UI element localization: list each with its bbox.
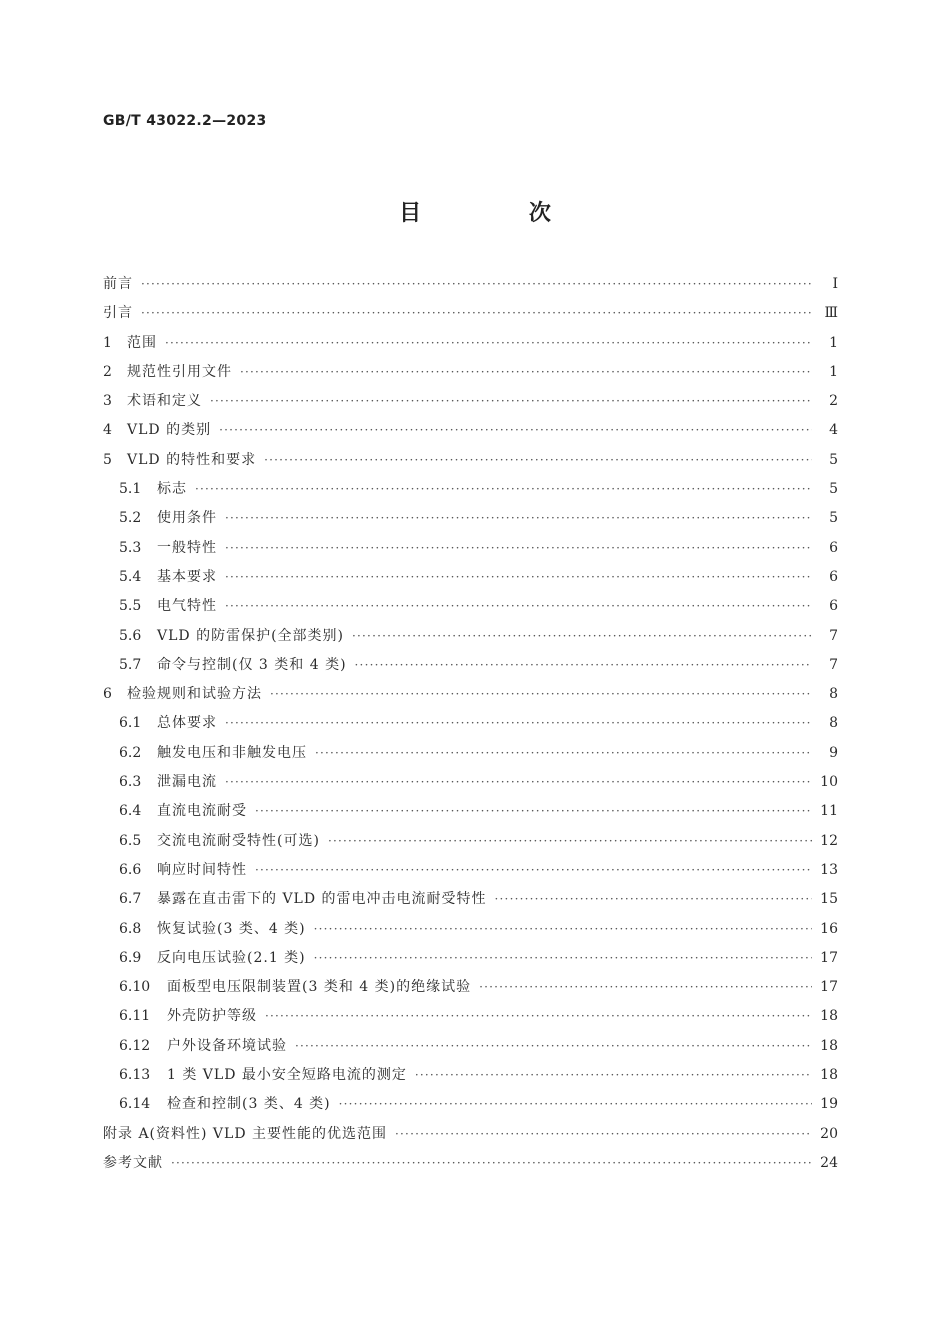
toc-entry-page-number: 9	[829, 744, 838, 761]
toc-entry-page-number: 10	[820, 774, 838, 791]
toc-entry-page-number: 19	[820, 1096, 838, 1113]
toc-entry-number: 6	[103, 686, 112, 703]
toc-entry[interactable]	[103, 709, 838, 738]
toc-entry-page-number: 18	[820, 1067, 838, 1084]
toc-dot-leader	[314, 915, 812, 944]
toc-dot-leader	[225, 563, 812, 592]
toc-dot-leader	[395, 1120, 812, 1149]
toc-dot-leader	[195, 475, 812, 504]
toc-entry[interactable]	[103, 944, 838, 973]
toc-entry-number: 5.1	[119, 481, 142, 498]
toc-dot-leader	[171, 1149, 812, 1178]
toc-entry-label: 恢复试验(3 类、4 类)	[157, 920, 306, 937]
toc-dot-leader	[141, 270, 812, 299]
page-title: 目 次	[399, 201, 601, 226]
toc-entry-number: 6.7	[119, 891, 142, 908]
toc-dot-leader	[295, 1032, 812, 1061]
toc-entry-label: 电气特性	[157, 598, 217, 615]
toc-entry-page-number: 17	[820, 949, 838, 966]
toc-entry-label: 户外设备环境试验	[167, 1037, 287, 1054]
toc-entry-page-number: Ⅲ	[824, 305, 838, 322]
toc-entry-page-number: Ⅰ	[832, 276, 838, 292]
toc-entry-label: 交流电流耐受特性(可选)	[157, 832, 320, 849]
toc-dot-leader	[265, 1002, 812, 1031]
toc-entry[interactable]	[103, 915, 838, 944]
toc-entry-page-number: 2	[829, 393, 838, 410]
toc-entry-number: 6.10	[119, 979, 151, 996]
toc-entry-number: 5.7	[119, 656, 142, 673]
toc-entry-number: 6.13	[119, 1067, 151, 1084]
toc-entry-label: VLD 的特性和要求	[127, 451, 257, 468]
toc-entry-label: 外壳防护等级	[167, 1008, 257, 1025]
toc-entry-number: 6.11	[119, 1008, 151, 1025]
toc-dot-leader	[270, 680, 812, 709]
toc-entry-page-number: 5	[829, 451, 838, 468]
toc-entry-label: 引言	[103, 305, 133, 322]
toc-dot-leader	[479, 973, 812, 1002]
toc-entry-number: 2	[103, 363, 112, 380]
toc-entry-page-number: 24	[820, 1154, 838, 1171]
toc-entry-number: 4	[103, 422, 112, 439]
toc-dot-leader	[339, 1090, 812, 1119]
toc-entry-number: 5.5	[119, 598, 142, 615]
toc-entry[interactable]	[103, 270, 838, 299]
toc-entry-page-number: 8	[829, 686, 838, 703]
toc-dot-leader	[314, 944, 812, 973]
toc-entry[interactable]	[103, 797, 838, 826]
toc-entry-label: 命令与控制(仅 3 类和 4 类)	[157, 656, 347, 673]
toc-entry[interactable]	[103, 1090, 838, 1119]
toc-entry-label: 泄漏电流	[157, 774, 217, 791]
toc-entry-number: 5.3	[119, 539, 142, 556]
toc-entry-page-number: 20	[820, 1125, 838, 1142]
toc-entry-label: VLD 的类别	[127, 422, 212, 439]
toc-dot-leader	[210, 387, 812, 416]
toc-dot-leader	[355, 651, 812, 680]
toc-entry[interactable]	[103, 1120, 838, 1149]
toc-entry-number: 6.12	[119, 1037, 151, 1054]
toc-entry-page-number: 18	[820, 1037, 838, 1054]
toc-entry-page-number: 5	[829, 481, 838, 498]
toc-entry-page-number: 18	[820, 1008, 838, 1025]
toc-entry-number: 6.5	[119, 832, 142, 849]
toc-entry[interactable]	[103, 592, 838, 621]
toc-dot-leader	[315, 739, 812, 768]
toc-entry-page-number: 1	[829, 363, 838, 380]
toc-entry-page-number: 7	[829, 627, 838, 644]
toc-entry-number: 1	[103, 334, 112, 351]
toc-entry-label: 响应时间特性	[157, 861, 247, 878]
toc-entry-label: VLD 的防雷保护(全部类别)	[157, 627, 345, 644]
toc-entry[interactable]	[103, 768, 838, 797]
toc-entry[interactable]	[103, 534, 838, 563]
toc-entry[interactable]	[103, 329, 838, 358]
toc-entry-number: 6.2	[119, 744, 142, 761]
toc-entry-label: 总体要求	[157, 715, 217, 732]
toc-entry-page-number: 15	[820, 891, 838, 908]
toc-entry-page-number: 1	[829, 334, 838, 351]
toc-entry[interactable]	[103, 475, 838, 504]
toc-entry-page-number: 12	[820, 832, 838, 849]
toc-entry-label: 附录 A(资料性) VLD 主要性能的优选范围	[103, 1125, 388, 1142]
toc-entry-number: 6.1	[119, 715, 142, 732]
toc-entry[interactable]	[103, 416, 838, 445]
toc-dot-leader	[225, 709, 812, 738]
toc-entry[interactable]	[103, 446, 838, 475]
toc-entry[interactable]	[103, 739, 838, 768]
toc-entry[interactable]	[103, 856, 838, 885]
toc-entry-label: 检验规则和试验方法	[127, 686, 262, 703]
toc-entry-number: 6.14	[119, 1096, 151, 1113]
toc-entry-page-number: 11	[820, 803, 838, 820]
toc-entry-page-number: 6	[829, 598, 838, 615]
toc-entry-label: 触发电压和非触发电压	[157, 744, 307, 761]
toc-entry-label: 检查和控制(3 类、4 类)	[167, 1096, 331, 1113]
toc-entry-label: 范围	[127, 334, 157, 351]
table-of-contents	[103, 270, 838, 1178]
toc-entry-page-number: 7	[829, 656, 838, 673]
toc-entry-page-number: 13	[820, 861, 838, 878]
toc-dot-leader	[255, 797, 812, 826]
toc-entry-label: 参考文献	[103, 1154, 163, 1171]
toc-entry-page-number: 8	[829, 715, 838, 732]
toc-dot-leader	[328, 827, 812, 856]
toc-dot-leader	[219, 416, 812, 445]
toc-entry-page-number: 17	[820, 979, 838, 996]
toc-entry[interactable]	[103, 885, 838, 914]
toc-entry-label: 使用条件	[157, 510, 217, 527]
toc-dot-leader	[225, 504, 812, 533]
toc-entry-number: 6.8	[119, 920, 142, 937]
toc-entry[interactable]	[103, 827, 838, 856]
toc-entry-label: 一般特性	[157, 539, 217, 556]
toc-entry-label: 术语和定义	[127, 393, 202, 410]
toc-entry-number: 5	[103, 451, 112, 468]
toc-entry-label: 面板型电压限制装置(3 类和 4 类)的绝缘试验	[167, 979, 472, 996]
toc-entry-page-number: 5	[829, 510, 838, 527]
toc-entry[interactable]	[103, 1149, 838, 1178]
toc-entry-label: 标志	[157, 481, 187, 498]
toc-entry[interactable]	[103, 299, 838, 328]
toc-entry-number: 6.3	[119, 774, 142, 791]
toc-entry-number: 3	[103, 393, 112, 410]
toc-entry-page-number: 6	[829, 568, 838, 585]
toc-dot-leader	[255, 856, 812, 885]
toc-entry[interactable]	[103, 387, 838, 416]
toc-entry-label: 1 类 VLD 最小安全短路电流的测定	[167, 1067, 407, 1084]
toc-dot-leader	[225, 592, 812, 621]
toc-dot-leader	[165, 329, 812, 358]
toc-entry-number: 5.4	[119, 568, 142, 585]
toc-entry-label: 前言	[103, 276, 133, 292]
toc-entry[interactable]	[103, 1061, 838, 1090]
toc-dot-leader	[352, 622, 812, 651]
toc-entry[interactable]	[103, 680, 838, 709]
toc-entry-page-number: 6	[829, 539, 838, 556]
toc-dot-leader	[141, 299, 812, 328]
toc-entry-number: 6.6	[119, 861, 142, 878]
toc-entry-page-number: 4	[829, 422, 838, 439]
toc-entry[interactable]	[103, 1032, 838, 1061]
toc-entry[interactable]	[103, 973, 838, 1002]
toc-entry[interactable]	[103, 622, 838, 651]
toc-entry[interactable]	[103, 358, 838, 387]
toc-entry-label: 直流电流耐受	[157, 803, 247, 820]
toc-entry-label: 规范性引用文件	[127, 363, 232, 380]
toc-entry[interactable]	[103, 504, 838, 533]
toc-entry-label: 反向电压试验(2.1 类)	[157, 949, 306, 966]
toc-entry[interactable]	[103, 1002, 838, 1031]
toc-dot-leader	[495, 885, 812, 914]
toc-entry-label: 暴露在直击雷下的 VLD 的雷电冲击电流耐受特性	[157, 891, 487, 908]
toc-dot-leader	[264, 446, 812, 475]
toc-entry-number: 6.4	[119, 803, 142, 820]
toc-entry[interactable]	[103, 563, 838, 592]
toc-entry[interactable]	[103, 651, 838, 680]
toc-dot-leader	[240, 358, 812, 387]
toc-entry-label: 基本要求	[157, 568, 217, 585]
toc-entry-number: 5.2	[119, 510, 142, 527]
toc-dot-leader	[225, 768, 812, 797]
toc-entry-page-number: 16	[820, 920, 838, 937]
standard-code: GB/T 43022.2—2023	[103, 113, 267, 129]
toc-dot-leader	[225, 534, 812, 563]
toc-entry-number: 5.6	[119, 627, 142, 644]
toc-entry-number: 6.9	[119, 949, 142, 966]
toc-dot-leader	[415, 1061, 812, 1090]
